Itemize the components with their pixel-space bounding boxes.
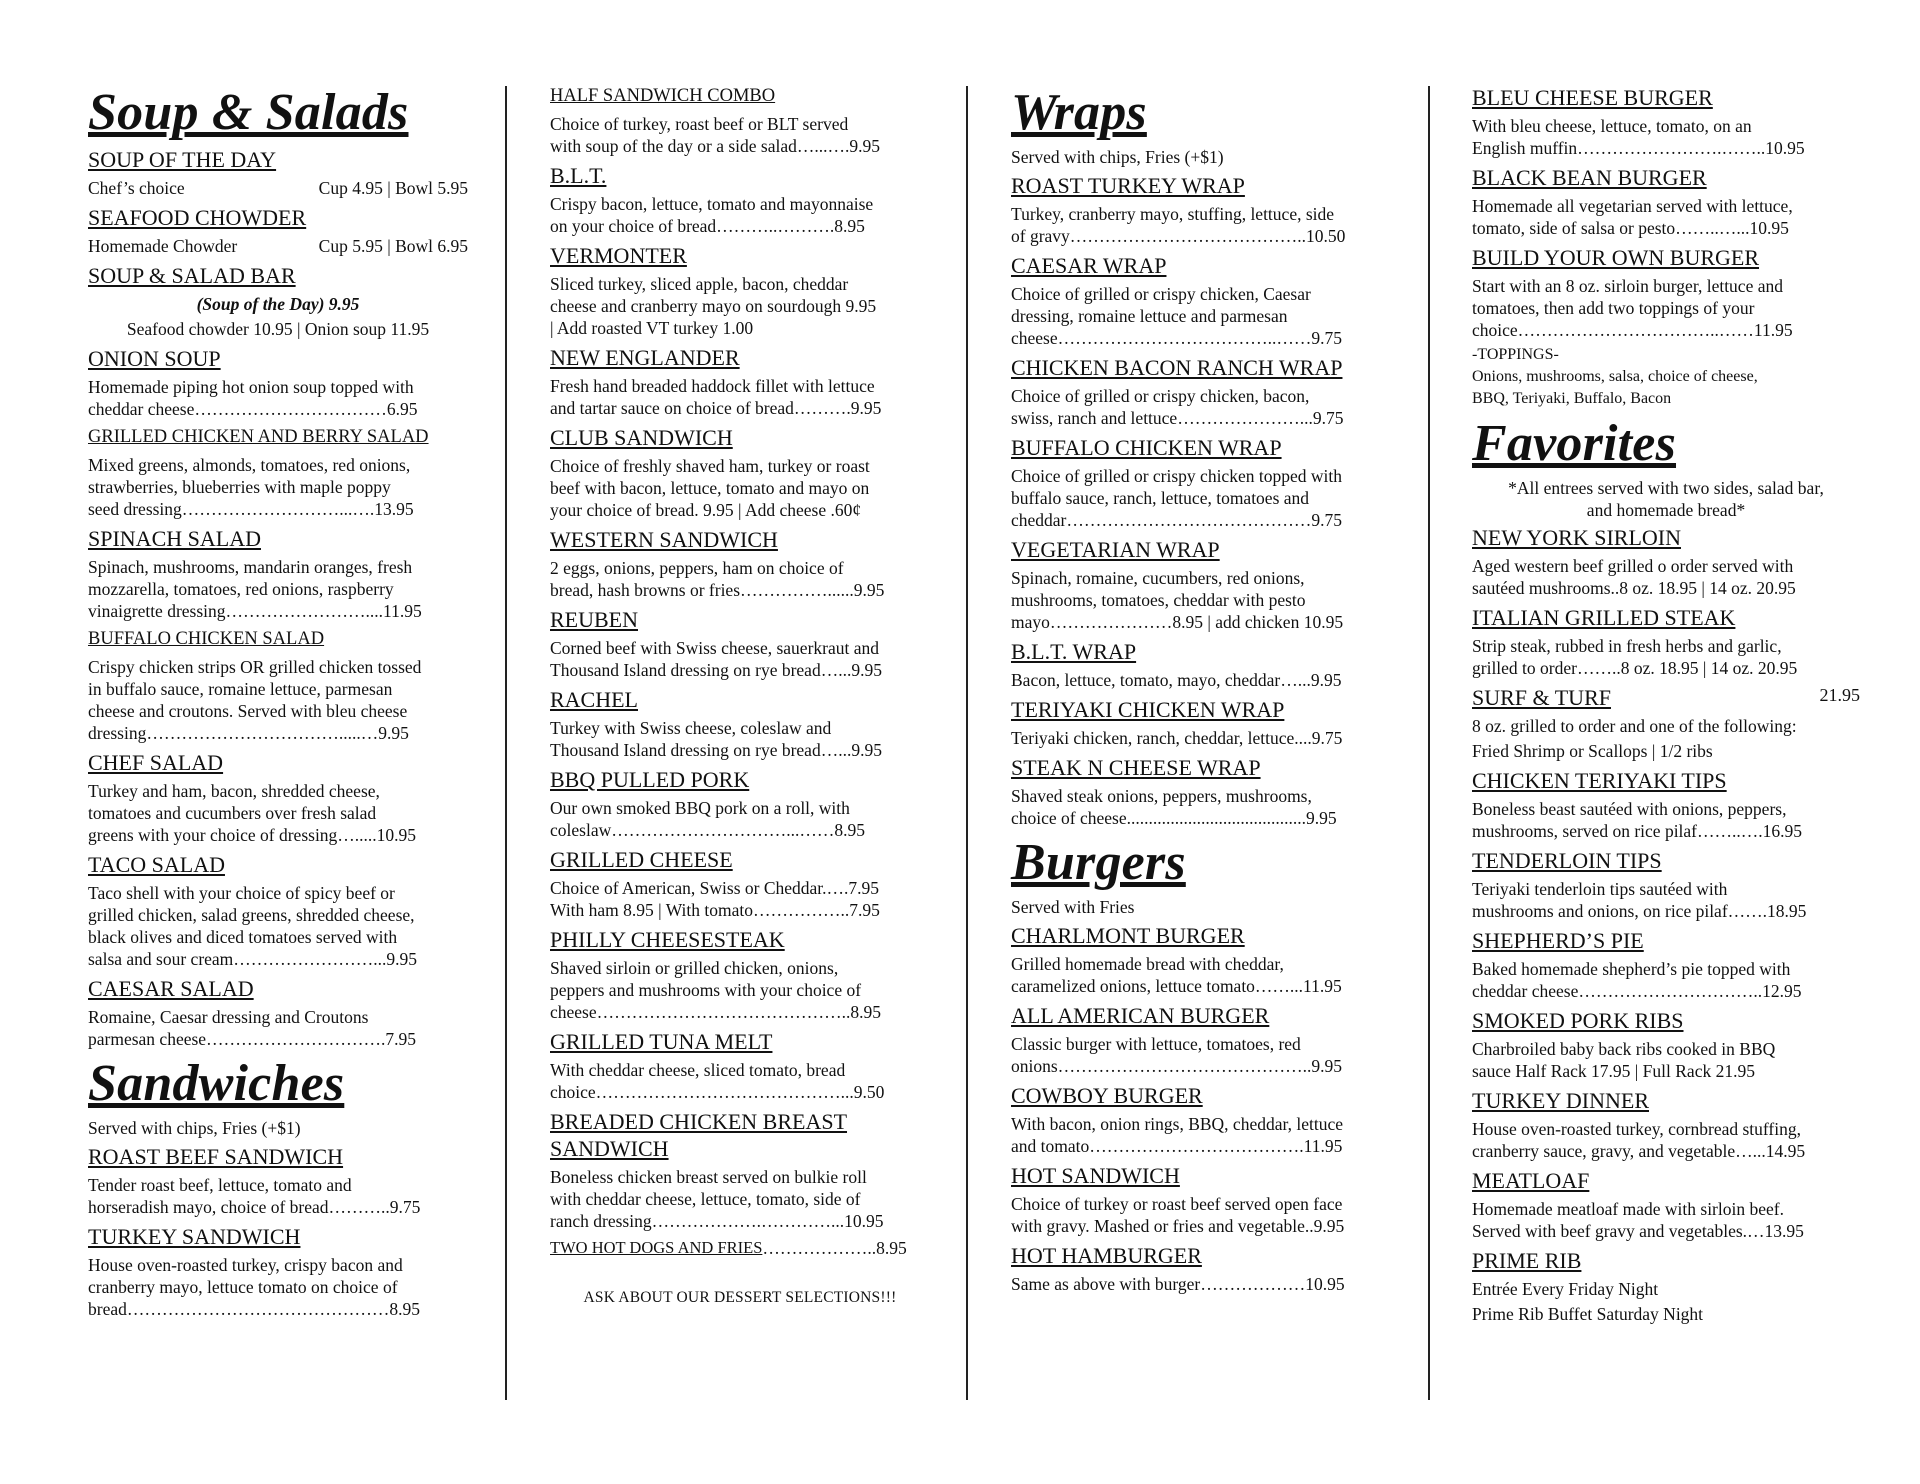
menu-column-2 (550, 84, 930, 1307)
section-favorites (1472, 415, 1860, 521)
item-name: CAESAR SALAD (88, 976, 254, 1001)
menu-item-seafood-chowder (88, 204, 468, 257)
item-description-line: Fried Shrimp or Scallops | 1/2 ribs (1472, 741, 1713, 761)
item-name: CHICKEN BACON RANCH WRAP (1011, 355, 1343, 380)
section-note: Served with chips, Fries (+$1) (1011, 147, 1224, 167)
item-name: TERIYAKI CHICKEN WRAP (1011, 697, 1285, 722)
item-price: Cup 5.95 | Bowl 6.95 (318, 236, 468, 256)
menu-item-prime-rib (1472, 1247, 1860, 1325)
item-description: Turkey and ham, bacon, shredded cheese, tomatoes and cucumbers over fresh salad greens with your choice of dressing….....10.95 (88, 781, 417, 845)
item-name: BLACK BEAN BURGER (1472, 165, 1707, 190)
item-name-row (1472, 684, 1860, 715)
item-name: TURKEY DINNER (1472, 1088, 1649, 1113)
item-name: SOUP OF THE DAY (88, 147, 277, 172)
item-name: HOT SANDWICH (1011, 1163, 1180, 1188)
item-description: Fresh hand breaded haddock fillet with lettuce and tartar sauce on choice of bread……….9.95 (550, 376, 882, 418)
item-price: Cup 4.95 | Bowl 5.95 (318, 178, 468, 198)
item-name: CHEF SALAD (88, 750, 224, 775)
menu-column-1 (88, 84, 468, 1325)
item-name: HOT HAMBURGER (1011, 1243, 1202, 1268)
item-name: HALF SANDWICH COMBO (550, 86, 776, 106)
item-name-row (550, 1237, 930, 1263)
item-name: PHILLY CHEESESTEAK (550, 927, 785, 952)
item-description: Choice of grilled or crispy chicken, bacon, swiss, ranch and lettuce…………………...9.75 (1011, 386, 1344, 428)
menu-item-philly-cheesesteak (550, 926, 930, 1023)
item-name: GRILLED TUNA MELT (550, 1029, 773, 1054)
item-name: BUFFALO CHICKEN SALAD (88, 629, 325, 649)
item-name: BREADED CHICKEN BREAST SANDWICH (550, 1109, 848, 1161)
menu-item-new-englander (550, 344, 930, 419)
menu-item-bbq-pulled-pork (550, 766, 930, 841)
item-name: TWO HOT DOGS AND FRIES (550, 1238, 763, 1257)
item-description: Choice of freshly shaved ham, turkey or roast beef with bacon, lettuce, tomato and mayo on your choice of bread. 9.95 | Add cheese .60¢ (550, 456, 870, 520)
item-description: Teriyaki chicken, ranch, cheddar, lettuce....9.75 (1011, 728, 1343, 748)
item-name: ROAST TURKEY WRAP (1011, 173, 1245, 198)
menu-item-buffalo-chicken-wrap (1011, 434, 1391, 531)
item-description: Same as above with burger………………10.95 (1011, 1274, 1345, 1294)
item-description: Taco shell with your choice of spicy beef or grilled chicken, salad greens, shredded cheese, black olives and diced tomatoes served with salsa and sour cream……………………...9.95 (88, 883, 418, 969)
item-name: BUFFALO CHICKEN WRAP (1011, 435, 1282, 460)
item-description: Shaved sirloin or grilled chicken, onions, peppers and mushrooms with your choice of cheese……………………………………..8.95 (550, 958, 882, 1022)
item-description: Choice of turkey or roast beef served open face with gravy. Mashed or fries and vegetable..9.95 (1011, 1194, 1345, 1236)
item-name: BLEU CHEESE BURGER (1472, 85, 1713, 110)
menu-item-hot-hamburger (1011, 1242, 1391, 1295)
item-name: ROAST BEEF SANDWICH (88, 1144, 344, 1169)
item-name: CAESAR WRAP (1011, 253, 1167, 278)
section-soup-salads (88, 84, 468, 142)
item-description: Homemade piping hot onion soup topped with cheddar cheese……………………………6.95 (88, 377, 418, 419)
column-divider (505, 86, 507, 1400)
item-name: SMOKED PORK RIBS (1472, 1008, 1684, 1033)
item-name: TURKEY SANDWICH (88, 1224, 301, 1249)
item-description: Strip steak, rubbed in fresh herbs and garlic, grilled to order……..8 oz. 18.95 | 14 oz. 20.95 (1472, 636, 1798, 678)
menu-item-b-l-t-wrap (1011, 638, 1391, 691)
item-description-line: Prime Rib Buffet Saturday Night (1472, 1304, 1704, 1324)
menu-item-roast-turkey-wrap (1011, 172, 1391, 247)
menu-column-4 (1472, 84, 1860, 1330)
item-description: Homemade Chowder (88, 236, 238, 256)
section-note: Served with chips, Fries (+$1) (88, 1118, 301, 1138)
menu-item-caesar-salad (88, 975, 468, 1050)
item-name: MEATLOAF (1472, 1168, 1590, 1193)
item-name: ONION SOUP (88, 346, 221, 371)
item-description: Choice of grilled or crispy chicken, Caesar dressing, romaine lettuce and parmesan cheese………………………………..……9.75 (1011, 284, 1343, 348)
item-description: Classic burger with lettuce, tomatoes, red onions……………………………………..9.95 (1011, 1034, 1343, 1076)
menu-item-smoked-pork-ribs (1472, 1007, 1860, 1082)
item-name: SOUP & SALAD BAR (88, 263, 296, 288)
item-name: GRILLED CHEESE (550, 847, 733, 872)
menu-item-turkey-sandwich (88, 1223, 468, 1320)
item-description: Sliced turkey, sliced apple, bacon, cheddar cheese and cranberry mayo on sourdough 9.95 | Add roasted VT turkey 1.00 (550, 274, 877, 338)
menu-item-half-sandwich-combo (550, 84, 930, 157)
item-name: B.L.T. (550, 163, 607, 188)
item-description: Turkey with Swiss cheese, coleslaw and Thousand Island dressing on rye bread…...9.95 (550, 718, 882, 760)
section-title: Soup & Salads (88, 84, 409, 141)
dessert-note: ASK ABOUT OUR DESSERT SELECTIONS!!! (583, 1289, 897, 1306)
menu-item-caesar-wrap (1011, 252, 1391, 349)
item-description: House oven-roasted turkey, crispy bacon and cranberry mayo, lettuce tomato on choice of bread………………………………………8.95 (88, 1255, 420, 1319)
item-name: ALL AMERICAN BURGER (1011, 1003, 1270, 1028)
menu-item-black-bean-burger (1472, 164, 1860, 239)
item-price-row (88, 235, 468, 257)
menu-item-onion-soup (88, 345, 468, 420)
menu-item-reuben (550, 606, 930, 681)
column-divider (966, 86, 968, 1400)
item-description: Turkey, cranberry mayo, stuffing, lettuce, side of gravy…………………………………..10.50 (1011, 204, 1346, 246)
item-name: TACO SALAD (88, 852, 225, 877)
item-price: 21.95 (1819, 685, 1860, 705)
menu-item-western-sandwich (550, 526, 930, 601)
item-name: SURF & TURF (1472, 685, 1611, 710)
menu-item-build-your-own-burger (1472, 244, 1860, 410)
menu-item-club-sandwich (550, 424, 930, 521)
item-description: Boneless chicken breast served on bulkie roll with cheddar cheese, lettuce, tomato, side of ranch dressing……………….…………...10.95 (550, 1167, 884, 1231)
menu-item-chef-salad (88, 749, 468, 846)
item-name: SPINACH SALAD (88, 526, 261, 551)
section-note: *All entrees served with two sides, salad bar, and homemade bread* (1508, 478, 1824, 520)
item-description: Grilled homemade bread with cheddar, caramelized onions, lettuce tomato……...11.95 (1011, 954, 1342, 996)
menu-item-spinach-salad (88, 525, 468, 622)
item-description: Boneless beast sautéed with onions, peppers, mushrooms, served on rice pilaf……..….16.95 (1472, 799, 1803, 841)
item-description-line: Seafood chowder 10.95 | Onion soup 11.95 (126, 319, 430, 339)
item-name: NEW ENGLANDER (550, 345, 740, 370)
item-name: NEW YORK SIRLOIN (1472, 525, 1681, 550)
item-name: CLUB SANDWICH (550, 425, 733, 450)
item-description: Homemade meatloaf made with sirloin beef. Served with beef gravy and vegetables.…13.95 (1472, 1199, 1804, 1241)
menu-column-3 (1011, 84, 1391, 1300)
item-description: Chef’s choice (88, 178, 185, 198)
item-name: TENDERLOIN TIPS (1472, 848, 1662, 873)
item-description-line: (Soup of the Day) 9.95 (196, 294, 360, 314)
item-description: With bacon, onion rings, BBQ, cheddar, lettuce and tomato……………………………….11.95 (1011, 1114, 1343, 1156)
menu-item-two-hot-dogs-and-fries (550, 1237, 930, 1263)
item-description: Tender roast beef, lettuce, tomato and horseradish mayo, choice of bread………..9.75 (88, 1175, 421, 1217)
menu-item-teriyaki-chicken-wrap (1011, 696, 1391, 749)
item-price-leader: ………………..8.95 (762, 1238, 907, 1258)
item-toppings: -TOPPINGS- Onions, mushrooms, salsa, choice of cheese, BBQ, Teriyaki, Buffalo, Bacon (1472, 346, 1758, 407)
section-burgers (1011, 834, 1391, 918)
menu-item-vegetarian-wrap (1011, 536, 1391, 633)
item-description: Teriyaki tenderloin tips sautéed with mushrooms and onions, on rice pilaf…….18.95 (1472, 879, 1807, 921)
item-description: Choice of grilled or crispy chicken topped with buffalo sauce, ranch, lettuce, tomatoes and cheddar……………………………………9.75 (1011, 466, 1343, 530)
menu-item-grilled-chicken-and-berry-salad (88, 425, 468, 520)
item-description: Choice of American, Swiss or Cheddar.….7.95 With ham 8.95 | With tomato……………..7.95 (550, 878, 880, 920)
item-description: Crispy bacon, lettuce, tomato and mayonnaise on your choice of bread………..……….8.95 (550, 194, 874, 236)
item-name: SEAFOOD CHOWDER (88, 205, 307, 230)
item-name: B.L.T. WRAP (1011, 639, 1137, 664)
menu-item-tenderloin-tips (1472, 847, 1860, 922)
item-name: CHICKEN TERIYAKI TIPS (1472, 768, 1727, 793)
item-name: STEAK N CHEESE WRAP (1011, 755, 1261, 780)
menu-item-surf-turf (1472, 684, 1860, 762)
item-name: RACHEL (550, 687, 638, 712)
item-name: PRIME RIB (1472, 1248, 1582, 1273)
item-name: VERMONTER (550, 243, 687, 268)
menu-item-bleu-cheese-burger (1472, 84, 1860, 159)
menu-item-chicken-teriyaki-tips (1472, 767, 1860, 842)
item-description: Start with an 8 oz. sirloin burger, lettuce and tomatoes, then add two toppings of your choice……………………………..……11.95 (1472, 276, 1793, 340)
item-description: Baked homemade shepherd’s pie topped with cheddar cheese…………………………..12.95 (1472, 959, 1802, 1001)
item-description: Aged western beef grilled o order served with sautéed mushrooms..8 oz. 18.95 | 14 oz. 20.95 (1472, 556, 1796, 598)
item-name: ITALIAN GRILLED STEAK (1472, 605, 1736, 630)
item-description: Choice of turkey, roast beef or BLT served with soup of the day or a side salad…...….9.95 (550, 114, 881, 156)
item-description: Homemade all vegetarian served with lettuce, tomato, side of salsa or pesto……..…...10.95 (1472, 196, 1793, 238)
item-description: Romaine, Caesar dressing and Croutons parmesan cheese………………………….7.95 (88, 1007, 417, 1049)
column-divider (1428, 86, 1430, 1400)
item-description: Charbroiled baby back ribs cooked in BBQ sauce Half Rack 17.95 | Full Rack 21.95 (1472, 1039, 1776, 1081)
menu-item-shepherd-s-pie (1472, 927, 1860, 1002)
section-title: Wraps (1011, 84, 1147, 141)
menu-item-charlmont-burger (1011, 922, 1391, 997)
section-wraps (1011, 84, 1391, 168)
menu-item-italian-grilled-steak (1472, 604, 1860, 679)
menu-item-taco-salad (88, 851, 468, 970)
menu-item-soup-of-the-day (88, 146, 468, 199)
item-name: CHARLMONT BURGER (1011, 923, 1245, 948)
item-description: Our own smoked BBQ pork on a roll, with coleslaw…………………………...……8.95 (550, 798, 865, 840)
menu-item-all-american-burger (1011, 1002, 1391, 1077)
item-description-line: 8 oz. grilled to order and one of the following: (1472, 716, 1797, 736)
item-description-line: Entrée Every Friday Night (1472, 1279, 1659, 1299)
item-description: Spinach, romaine, cucumbers, red onions, mushrooms, tomatoes, cheddar with pesto mayo…………………8.95 | add chicken 10.95 (1011, 568, 1344, 632)
item-name: SHEPHERD’S PIE (1472, 928, 1644, 953)
item-name: REUBEN (550, 607, 638, 632)
item-name: VEGETARIAN WRAP (1011, 537, 1220, 562)
menu-item-meatloaf (1472, 1167, 1860, 1242)
item-description: With bleu cheese, lettuce, tomato, on an English muffin…………………….……..10.95 (1472, 116, 1805, 158)
item-description: Corned beef with Swiss cheese, sauerkraut and Thousand Island dressing on rye bread…...9.95 (550, 638, 882, 680)
item-description: House oven-roasted turkey, cornbread stuffing, cranberry sauce, gravy, and vegetable…...14.95 (1472, 1119, 1806, 1161)
menu-item-roast-beef-sandwich (88, 1143, 468, 1218)
item-name: WESTERN SANDWICH (550, 527, 778, 552)
menu-item-breaded-chicken-breast-sandwich (550, 1108, 930, 1232)
menu-item-chicken-bacon-ranch-wrap (1011, 354, 1391, 429)
menu-item-grilled-tuna-melt (550, 1028, 930, 1103)
section-title: Sandwiches (88, 1055, 345, 1112)
menu-item-turkey-dinner (1472, 1087, 1860, 1162)
item-name: GRILLED CHICKEN AND BERRY SALAD (88, 427, 429, 447)
item-description: Spinach, mushrooms, mandarin oranges, fresh mozzarella, tomatoes, red onions, raspberry vinaigrette dressing……………………....11.95 (88, 557, 422, 621)
item-description: Crispy chicken strips OR grilled chicken tossed in buffalo sauce, romaine lettuce, parmesan cheese and croutons. Served with bleu cheese dressing…………………………….....…9.95 (88, 657, 422, 743)
item-description: Bacon, lettuce, tomato, mayo, cheddar…...9.95 (1011, 670, 1342, 690)
menu-item-vermonter (550, 242, 930, 339)
item-description: Mixed greens, almonds, tomatoes, red onions, strawberries, blueberries with maple poppy seed dressing………………………...….13.95 (88, 455, 414, 519)
section-title: Favorites (1472, 415, 1677, 472)
item-description: With cheddar cheese, sliced tomato, bread choice……………………………………...9.50 (550, 1060, 885, 1102)
menu-item-grilled-cheese (550, 846, 930, 921)
menu-item-soup-salad-bar (88, 262, 468, 340)
menu-item-new-york-sirloin (1472, 524, 1860, 599)
menu-item-b-l-t (550, 162, 930, 237)
item-description: Shaved steak onions, peppers, mushrooms, choice of cheese.........................................9.95 (1011, 786, 1337, 828)
item-name: COWBOY BURGER (1011, 1083, 1203, 1108)
section-title: Burgers (1011, 834, 1186, 891)
menu-item-steak-n-cheese-wrap (1011, 754, 1391, 829)
section-sandwiches (88, 1055, 468, 1139)
item-name: BUILD YOUR OWN BURGER (1472, 245, 1760, 270)
section-note: Served with Fries (1011, 897, 1135, 917)
item-description: 2 eggs, onions, peppers, ham on choice of bread, hash browns or fries……………......9.95 (550, 558, 885, 600)
menu-item-hot-sandwich (1011, 1162, 1391, 1237)
menu-item-buffalo-chicken-salad (88, 627, 468, 744)
item-name: BBQ PULLED PORK (550, 767, 750, 792)
menu-item-cowboy-burger (1011, 1082, 1391, 1157)
menu-item-rachel (550, 686, 930, 761)
item-price-row (88, 177, 468, 199)
